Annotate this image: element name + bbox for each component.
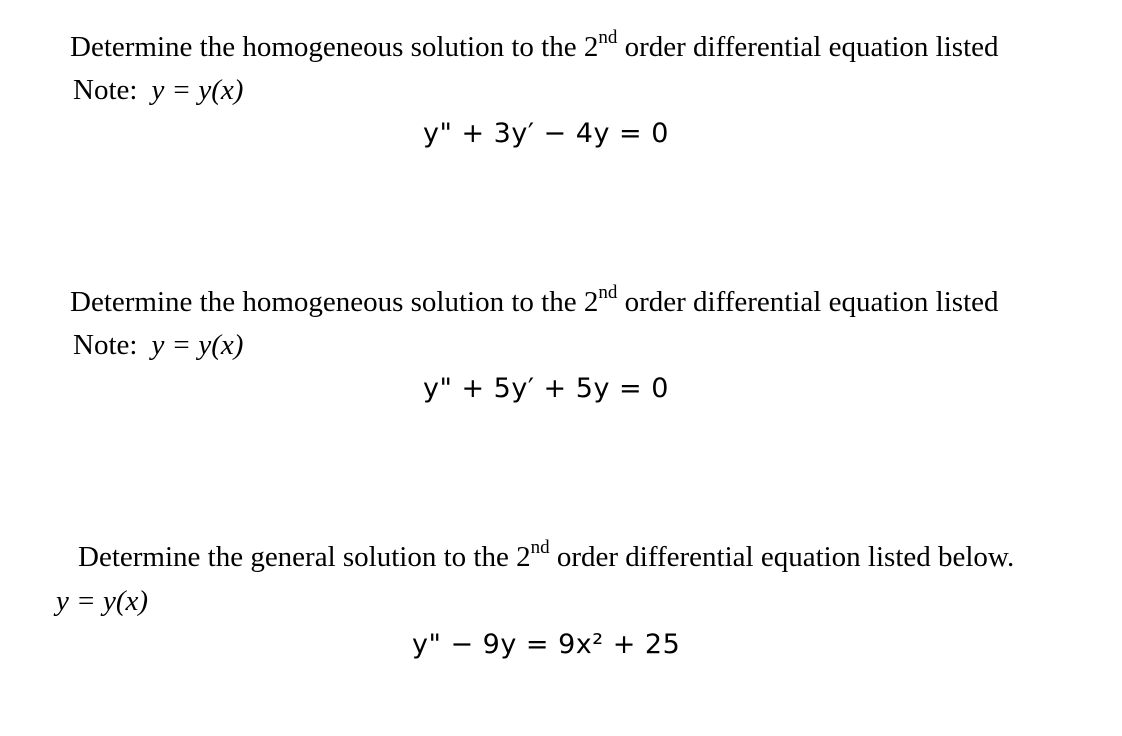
problem-3-prompt-text-end: order differential equation listed below. [549, 541, 1015, 573]
problem-1-note-label: Note: [73, 74, 138, 106]
problem-2-note-math: y = y(x) [151, 329, 244, 361]
problem-3-prompt-text: Determine the general solution to the 2 [78, 541, 531, 573]
problem-1-equation: y" + 3y′ − 4y = 0 [423, 118, 669, 149]
problem-1-prompt-superscript: nd [598, 27, 618, 49]
problem-1-note [73, 73, 243, 107]
problem-2-prompt-superscript: nd [598, 282, 618, 304]
problem-2-prompt-text: Determine the homogeneous solution to the 2 [70, 286, 599, 318]
problem-2-equation: y" + 5y′ + 5y = 0 [423, 373, 669, 404]
problem-3-prompt [78, 537, 1015, 574]
problem-1-note-math: y = y(x) [151, 74, 244, 106]
problem-2-note-label: Note: [73, 329, 138, 361]
problem-2-note [73, 328, 243, 362]
problem-1-prompt-text-end: order differential equation listed [617, 31, 999, 63]
problem-3-prompt-superscript: nd [530, 537, 550, 559]
problem-3-note-math: y = y(x) [56, 585, 148, 617]
problem-2-prompt [70, 282, 999, 319]
problem-3-equation: y" − 9y = 9x² + 25 [412, 629, 681, 660]
problem-1-prompt-text: Determine the homogeneous solution to the 2 [70, 31, 599, 63]
problem-1-prompt [70, 27, 999, 64]
problem-2-prompt-text-end: order differential equation listed [617, 286, 999, 318]
problem-3-note [56, 584, 148, 618]
